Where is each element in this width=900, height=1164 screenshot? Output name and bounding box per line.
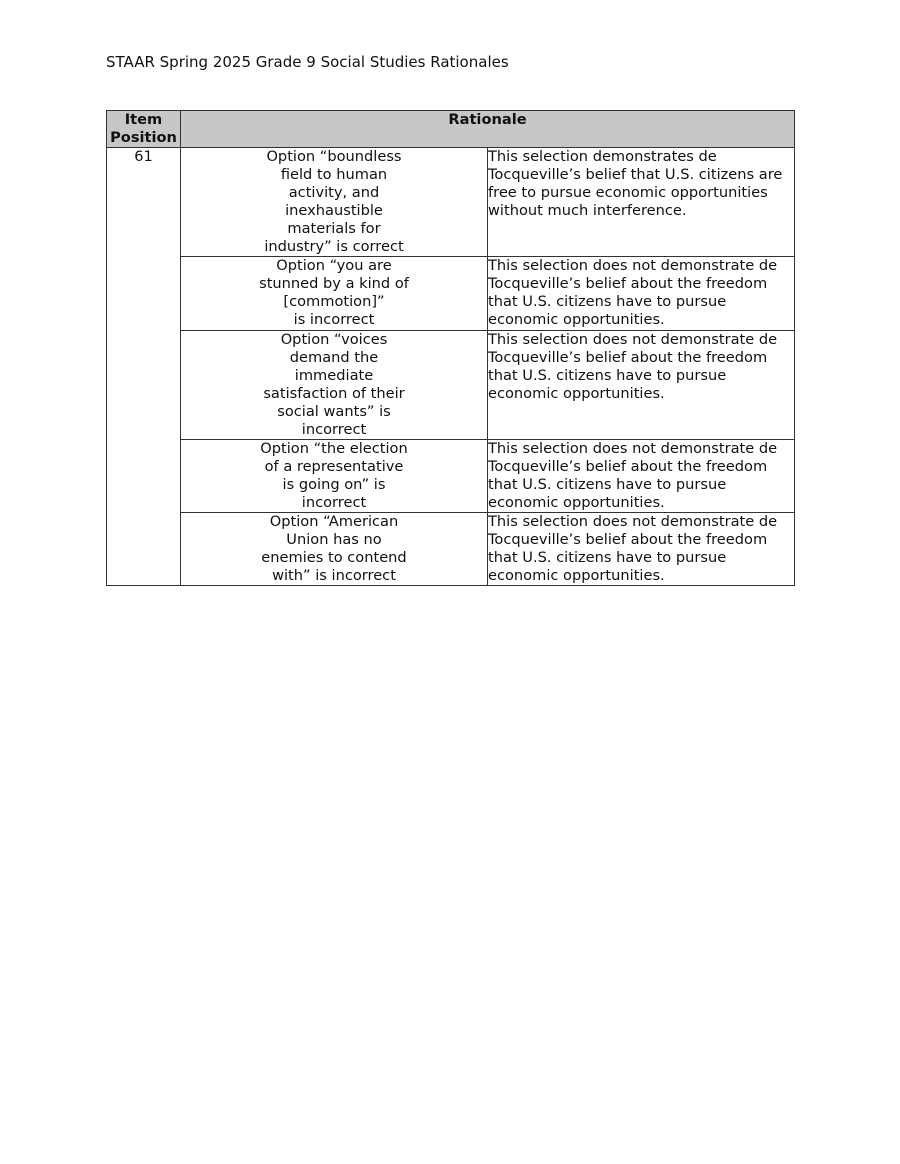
- option-line: immediate: [294, 367, 374, 384]
- table-row: [107, 440, 795, 513]
- position-header-line: Position: [110, 129, 177, 146]
- option-line: industry” is correct: [264, 238, 404, 255]
- option-line: demand the: [289, 349, 379, 366]
- option-line: is incorrect: [293, 311, 375, 328]
- option-cell: [181, 148, 488, 257]
- table-row: [107, 148, 795, 257]
- option-line: Option “the election: [260, 440, 408, 457]
- page-header: STAAR Spring 2025 Grade 9 Social Studies Rationales: [106, 53, 509, 71]
- option-line: Option “boundless: [266, 148, 402, 165]
- rationale-cell: This selection does not demonstrate de Tocqueville’s belief about the freedom that U.S. citizens have to pursue economic opportunities.: [488, 331, 795, 440]
- option-line: Union has no: [286, 531, 382, 548]
- option-cell: [181, 331, 488, 440]
- item-position-header: [107, 111, 181, 148]
- table-row: [107, 331, 795, 440]
- option-line: field to human: [280, 166, 388, 183]
- rationale-cell: This selection does not demonstrate de Tocqueville’s belief about the freedom that U.S. citizens have to pursue economic opportunities.: [488, 440, 795, 513]
- option-cell: [181, 513, 488, 586]
- table-row: [107, 257, 795, 331]
- option-line: Option “you are: [276, 257, 392, 274]
- option-line: activity, and: [288, 184, 380, 201]
- option-line: is going on” is: [282, 476, 386, 493]
- option-line: incorrect: [301, 421, 367, 438]
- option-line: enemies to contend: [261, 549, 407, 566]
- option-line: Option “voices: [280, 331, 388, 348]
- table-row: [107, 513, 795, 586]
- option-line: incorrect: [301, 494, 367, 511]
- option-line: materials for: [287, 220, 381, 237]
- item-header-line: Item: [124, 111, 163, 128]
- rationale-table: [106, 110, 795, 586]
- rationale-header: Rationale: [181, 111, 795, 148]
- rationale-cell: This selection does not demonstrate de Tocqueville’s belief about the freedom that U.S. citizens have to pursue economic opportunities.: [488, 513, 795, 586]
- rationale-cell: This selection does not demonstrate de Tocqueville’s belief about the freedom that U.S. citizens have to pursue economic opportunities.: [488, 257, 795, 331]
- option-line: of a representative: [264, 458, 404, 475]
- rationale-cell: This selection demonstrates de Tocqueville’s belief that U.S. citizens are free to pursue economic opportunities without much interference.: [488, 148, 795, 257]
- option-line: [commotion]”: [283, 293, 385, 310]
- option-line: satisfaction of their: [263, 385, 405, 402]
- option-line: social wants” is: [277, 403, 391, 420]
- option-line: stunned by a kind of: [259, 275, 409, 292]
- table-header-row: [107, 111, 795, 148]
- item-position-cell: 61: [107, 148, 181, 586]
- option-line: with” is incorrect: [272, 567, 396, 584]
- option-line: inexhaustible: [285, 202, 383, 219]
- option-line: Option “American: [269, 513, 399, 530]
- option-cell: [181, 257, 488, 331]
- option-cell: [181, 440, 488, 513]
